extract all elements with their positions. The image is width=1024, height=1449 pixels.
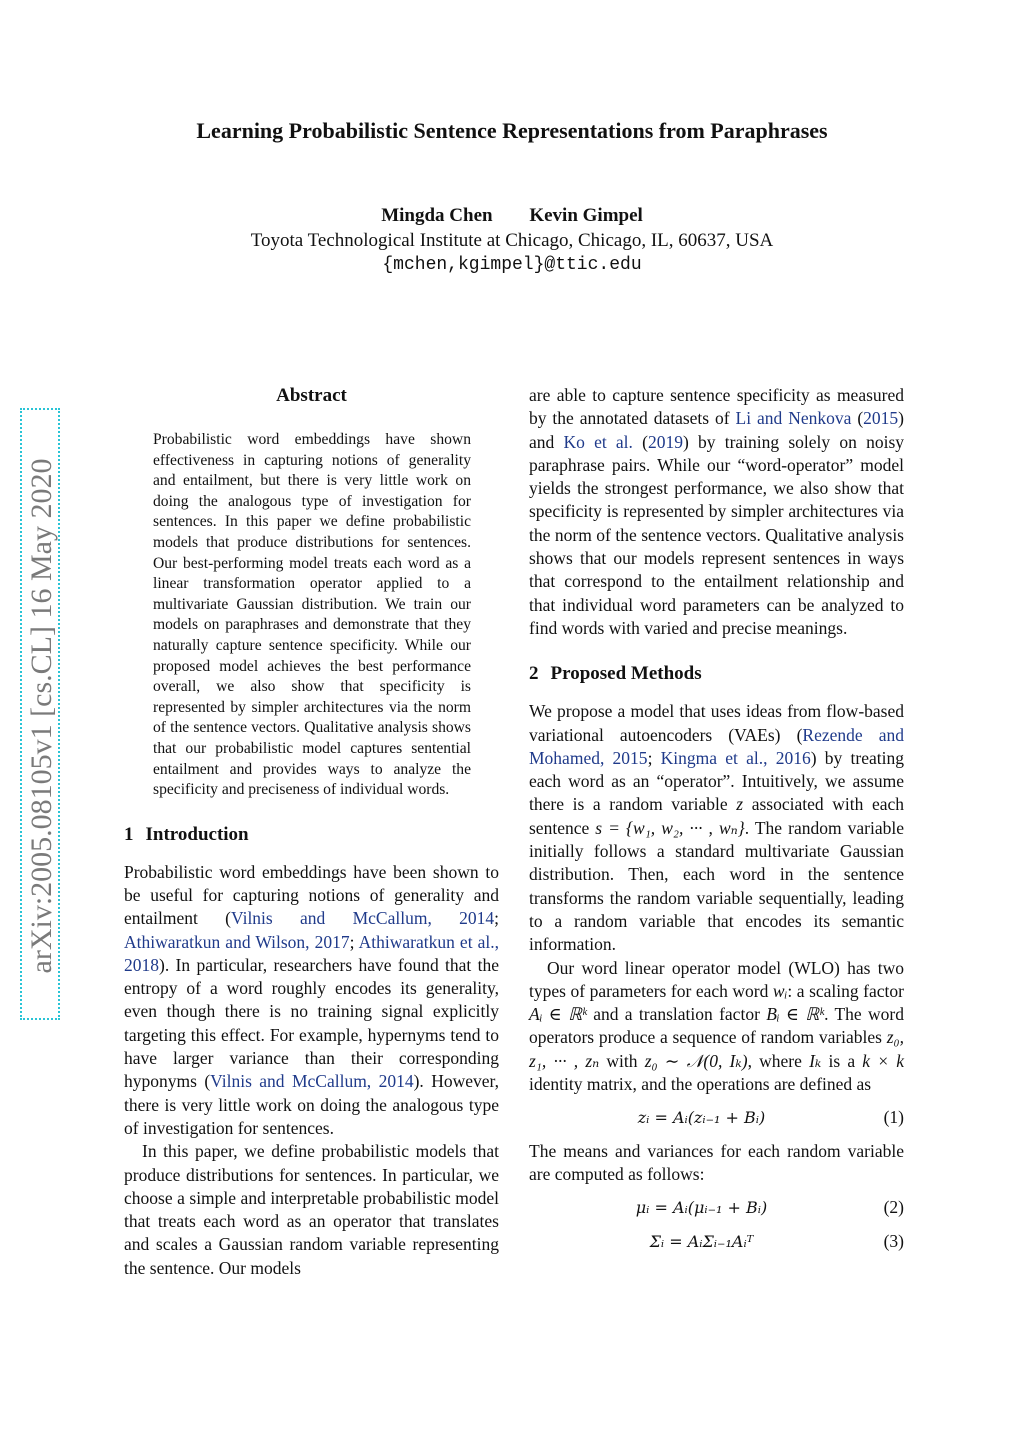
arxiv-stamp	[20, 408, 60, 1020]
equation-number: (1)	[883, 1107, 904, 1128]
equation-1	[529, 1106, 904, 1129]
section-heading-methods	[529, 662, 904, 686]
section-heading-introduction	[124, 823, 499, 847]
arxiv-stamp-text: arXiv:2005.08105v1 [cs.CL] 16 May 2020	[25, 458, 58, 974]
math-inline: z₀ ∼ 𝒩(0, Iₖ)	[644, 1050, 748, 1071]
methods-paragraph-2: Our word linear operator model (WLO) has two types of parameters for each word wᵢ: a scaling factor Aᵢ ∈ ℝᵏ and a translation factor Bᵢ ∈ ℝᵏ. The word operators produce a sequence of random variables z₀, z₁, ··· , zₙ with z₀ ∼ 𝒩(0, Iₖ), where Iₖ is a k × k identity matrix, and the operations are defined as	[529, 957, 904, 1095]
equation-expression: μᵢ = Aᵢ(μᵢ₋₁ + Bᵢ)	[635, 1198, 768, 1218]
citation-link[interactable]: Rezende and Mohamed, 2015	[529, 724, 904, 768]
citation-link[interactable]: Kingma et al., 2016	[660, 747, 811, 768]
math-inline: s = {w₁, w₂, ··· , wₙ}	[595, 817, 745, 838]
citation-link[interactable]: Vilnis and McCallum, 2014	[231, 908, 495, 929]
math-inline: z	[736, 794, 744, 815]
section-title: Proposed Methods	[550, 663, 702, 685]
math-inline: wᵢ	[772, 980, 788, 1001]
methods-paragraph-3: The means and variances for each random variable are computed as follows:	[529, 1140, 904, 1184]
author-name: Kevin Gimpel	[529, 205, 643, 226]
section-number: 1	[124, 823, 134, 845]
methods-paragraph-1: We propose a model that uses ideas from flow-based variational autoencoders (VAEs) (Rezende and Mohamed, 2015; Kingma et al., 2016) by treating each word as an “operator”. Intuitively, we assume there is a random variable z associated with each sentence s = {w₁, w₂, ··· , wₙ}. The random variable initially follows a standard multivariate Gaussian distribution. Then, each word in the sentence transforms the random variable sequentially, leading to a random variable that encodes its semantic information.	[529, 701, 904, 955]
math-inline: Bᵢ ∈ ℝᵏ	[766, 1004, 825, 1025]
affiliation: Toyota Technological Institute at Chicago, Chicago, IL, 60637, USA	[250, 230, 774, 251]
math-inline: k × k	[862, 1050, 904, 1071]
equation-2	[529, 1196, 904, 1219]
section-number: 2	[529, 663, 539, 685]
abstract-text: Probabilistic word embeddings have shown effectiveness in capturing notions of generality and entailment, but there is very little work on doing the analogous type of investigation for sentences. In this paper we define probabilistic models that produce distributions for sentences. Our best-performing model treats each word as a linear transformation operator applied to a multivariate Gaussian distribution. We train our models on paraphrases and demonstrate that they naturally capture sentence specificity. While our proposed model achieves the best performance overall, we also show that specificity is represented by simpler architectures via the norm of the sentence vectors. Qualitative analysis shows that our probabilistic model captures sentential entailment and provides ways to analyze the specificity and preciseness of individual words.	[153, 431, 471, 799]
author-list	[0, 204, 1024, 228]
citation-link[interactable]: 2019	[647, 431, 683, 452]
author-email[interactable]: {mchen,kgimpel}@ttic.edu	[382, 255, 642, 275]
citation-link[interactable]: Athiwaratkun and Wilson, 2017	[124, 931, 350, 952]
equation-3	[529, 1230, 904, 1253]
intro-paragraph-continued: are able to capture sentence specificity as measured by the annotated datasets of Li and Nenkova (2015) and Ko et al. (2019) by training solely on noisy paraphrase pairs. While our “word-operator” model yields the strongest performance, we also show that specificity is represented by simpler architectures via the norm of the sentence vectors. Qualitative analysis shows that our models represent sentences in ways that correspond to the entailment relationship and that individual word parameters can be analyzed to find words with varied and precise meanings.	[529, 385, 905, 638]
intro-paragraph-1: Probabilistic word embeddings have been shown to be useful for capturing notions of generality and entailment (Vilnis and McCallum, 2014; Athiwaratkun and Wilson, 2017; Athiwaratkun et al., 2018). In particular, researchers have found that the entropy of a word roughly encodes its generality, even though there is no training signal explicitly targeting this effect. For example, hypernyms tend to have larger variance than their corresponding hyponyms (Vilnis and McCallum, 2014). However, there is very little work on doing the analogous type of investigation for sentences.	[124, 861, 500, 1138]
citation-link[interactable]: Li and Nenkova	[735, 408, 852, 429]
math-inline: z₀, z₁, ··· , zₙ	[529, 1027, 904, 1071]
abstract-heading: Abstract	[276, 385, 347, 406]
citation-link[interactable]: 2015	[863, 408, 899, 429]
citation-link[interactable]: Athiwaratkun et al., 2018	[124, 931, 500, 975]
section-title: Introduction	[145, 823, 249, 845]
intro-paragraph-2: In this paper, we define probabilistic models that produce distributions for sentences. In particular, we choose a simple and interpretable probabilistic model that treats each word as an operator that translates and scales a Gaussian random variable representing the sentence. Our models	[124, 1141, 499, 1278]
equation-expression: Σᵢ = AᵢΣᵢ₋₁Aᵢᵀ	[649, 1231, 754, 1251]
author-name: Mingda Chen	[381, 205, 493, 226]
equation-number: (2)	[883, 1197, 904, 1218]
citation-link[interactable]: Vilnis and McCallum, 2014	[210, 1071, 414, 1092]
math-inline: Aᵢ ∈ ℝᵏ	[529, 1004, 587, 1025]
equation-number: (3)	[883, 1230, 904, 1251]
equation-expression: zᵢ = Aᵢ(zᵢ₋₁ + Bᵢ)	[637, 1108, 766, 1128]
right-column	[529, 384, 904, 1263]
citation-link[interactable]: Ko et al.	[563, 431, 633, 452]
math-inline: Iₖ	[809, 1050, 822, 1071]
paper-title: Learning Probabilistic Sentence Representations from Paraphrases	[196, 118, 828, 143]
left-column	[124, 384, 499, 1280]
